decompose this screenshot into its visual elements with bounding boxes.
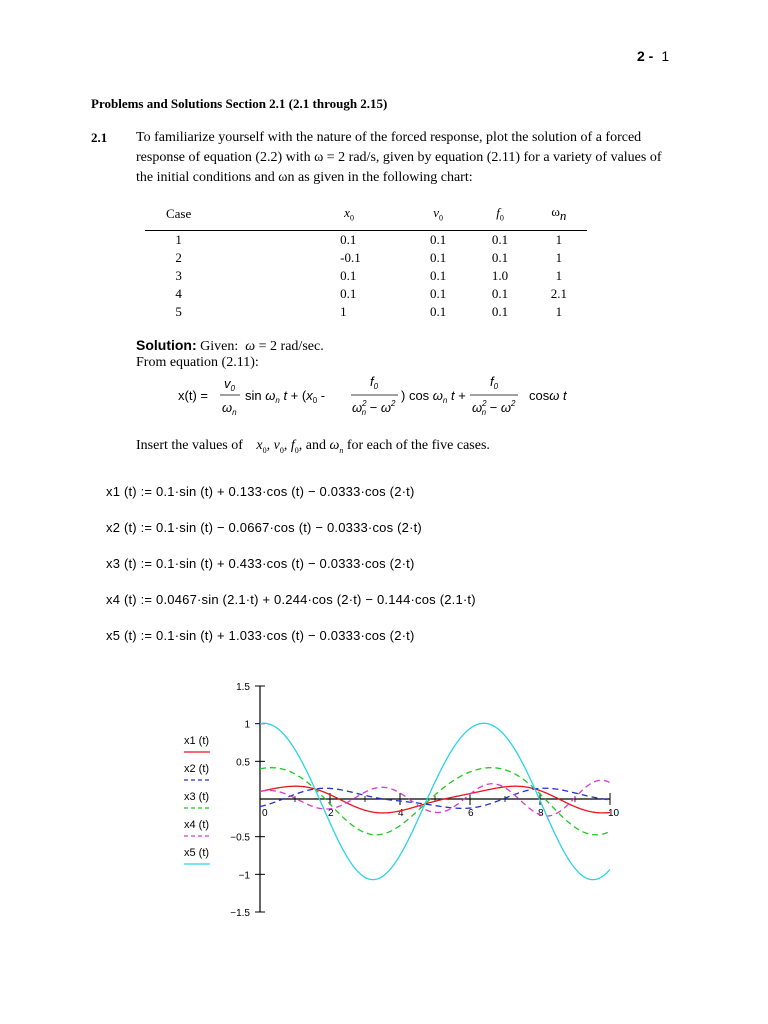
table-cell: 0.1 — [340, 285, 357, 301]
table-row — [145, 249, 587, 267]
table-cell: 0.1 — [491, 303, 509, 319]
table-cell: 3 — [175, 267, 182, 283]
x-tick-label: 0 — [262, 808, 268, 819]
svg-text:f0: $f_0$ — [370, 374, 379, 391]
solution-label: Solution: — [136, 337, 197, 353]
svg-text:v0: $v_0$ — [224, 376, 235, 393]
page-number-chapter: 2 - — [637, 48, 654, 64]
table-cell: 0.1 — [340, 231, 357, 247]
table-cell: 2.1 — [550, 285, 567, 301]
table-cell: 0.1 — [429, 267, 447, 283]
table-cell: 1.0 — [491, 267, 509, 283]
svg-text:ω2n − ω2: $\omega^2$ $n - \omega^2$ — [472, 399, 516, 417]
problem-statement: To familiarize yourself with the nature of the forced response, plot the solution of a forced response of equation (2.2) with ω = 2 rad/s, given by equation (2.11) for a variety of values of the initial conditions and ωn as given in the following chart: — [136, 130, 662, 185]
svg-text:f0: $f_0$ — [490, 374, 499, 391]
problem-number: 2.1 — [91, 130, 108, 145]
equation-x2: x2 (t) := 0.1·sin (t) − 0.0667·cos (t) − 0.0333·cos (2·t) — [106, 520, 422, 535]
table-cell: 1 — [555, 267, 563, 283]
response-plot — [170, 676, 640, 931]
y-tick-label: −1.5 — [230, 908, 250, 919]
legend-label: x2 (t) — [184, 763, 210, 775]
svg-text:) cos ωn t +: ) $\cos \omega_n$ t + — [401, 388, 466, 405]
svg-text:ωn: $\omega_n$ — [222, 400, 237, 417]
legend-label: x3 (t) — [184, 791, 210, 803]
solution-line: Solution: Given: ω = 2 rad/sec. — [136, 337, 324, 354]
legend-label: x1 (t) — [184, 735, 210, 747]
table-header-row — [145, 204, 587, 230]
table-cell: -0.1 — [340, 249, 361, 265]
x-tick-label: 4 — [398, 808, 404, 819]
formula-graphic — [178, 374, 598, 430]
x-tick-label: 10 — [608, 808, 620, 819]
from-equation: From equation (2.11): — [136, 355, 259, 370]
col-f0: $f_0$ — [469, 204, 530, 230]
table-cell: 5 — [175, 303, 182, 319]
table-cell: 0.1 — [429, 231, 447, 247]
table-cell: 0.1 — [340, 267, 357, 283]
y-tick-label: 0.5 — [236, 757, 250, 769]
table-cell: 0.1 — [491, 249, 509, 265]
legend-label: x5 (t) — [184, 847, 210, 859]
table-row — [145, 230, 587, 249]
section-heading: Problems and Solutions Section 2.1 (2.1 through 2.15) — [91, 96, 388, 111]
y-tick-label: −1 — [238, 870, 250, 882]
table-cell: 1 — [340, 303, 347, 319]
table-cell: 0.1 — [429, 285, 447, 301]
x-tick-label: 6 — [468, 808, 474, 819]
legend-label: x4 (t) — [184, 819, 210, 831]
page-number-page: 1 — [661, 48, 670, 64]
equation-x1: x1 (t) := 0.1·sin (t) + 0.133·cos (t) − 0.0333·cos (2·t) — [106, 484, 415, 499]
table-cell: 0.1 — [429, 249, 447, 265]
table-cell: 0.1 — [491, 231, 509, 247]
table-cell: 1 — [555, 303, 563, 319]
y-tick-label: 1 — [244, 719, 250, 731]
svg-text:sin ωn t + (x0 -: $\sin \omega_n$ $t + (x_0$ - — [245, 388, 326, 405]
y-tick-label: −0.5 — [230, 832, 250, 844]
initial-conditions-table — [145, 204, 587, 321]
equation-x3: x3 (t) := 0.1·sin (t) + 0.433·cos (t) − 0.0333·cos (2·t) — [106, 556, 415, 571]
table-cell: 1 — [555, 231, 563, 247]
table-cell: 4 — [175, 285, 182, 301]
given-value: = 2 rad/sec. — [258, 339, 324, 354]
col-wn: $\omega_n$ — [531, 204, 587, 230]
col-case: Case — [145, 204, 212, 230]
table-cell: 1 — [175, 231, 182, 247]
x-tick-label: 8 — [538, 808, 544, 819]
table-cell: 1 — [555, 249, 563, 265]
svg-text:cosω t: cosω t — [529, 388, 567, 403]
table-row — [145, 267, 587, 285]
page-number — [637, 48, 669, 64]
svg-text:ω2n − ω2: $\omega^2$ $n - \omega^2$ — [352, 399, 396, 417]
forced-response-formula — [178, 374, 598, 434]
table-cell: 2 — [175, 249, 182, 265]
y-tick-label: 1.5 — [236, 682, 250, 693]
equation-x5: x5 (t) := 0.1·sin (t) + 1.033·cos (t) − 0.0333·cos (2·t) — [106, 628, 415, 643]
table-row — [145, 303, 587, 321]
table-row — [145, 285, 587, 303]
plot-svg — [170, 676, 640, 926]
col-v0: $v_0$ — [407, 204, 470, 230]
insert-values-text: Insert the values of $x_0$, $v_0$, $f_0$, and $\omega_n$ for each of the five cases. — [136, 438, 490, 455]
equation-x4: x4 (t) := 0.0467·sin (2.1·t) + 0.244·cos (2·t) − 0.144·cos (2.1·t) — [106, 592, 476, 607]
given-label: Given: — [200, 339, 239, 354]
table-cell: 0.1 — [429, 303, 447, 319]
svg-text:x(t) =: x(t) = — [178, 388, 208, 403]
table-cell: 0.1 — [491, 285, 509, 301]
col-x0: $x_0$ — [212, 204, 407, 230]
x-tick-label: 2 — [328, 808, 334, 819]
